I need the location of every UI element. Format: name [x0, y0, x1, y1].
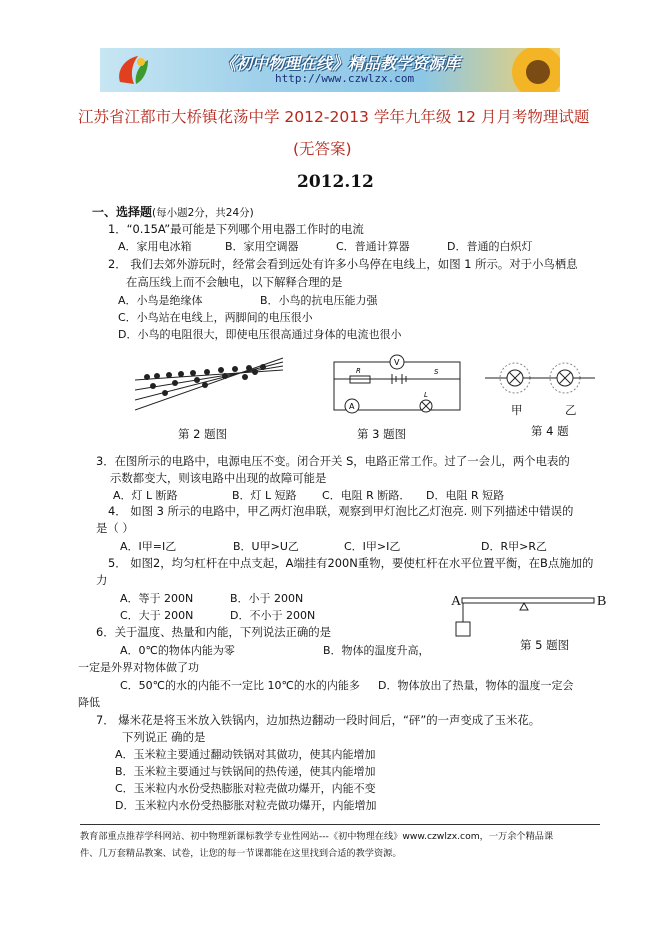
q6-option-b-cont: 一定是外界对物体做了功 — [78, 661, 199, 674]
q3-stem-line1: 3．在图所示的电路中，电源电压不变。闭合开关 S，电路正常工作。过了一会儿，两个电表的 — [96, 454, 570, 468]
q4-option-d: D．R甲>R乙 — [481, 540, 547, 553]
q3-option-b: B．灯 L 短路 — [232, 489, 297, 502]
q7-option-c: C．玉米粒内水份受热膨胀对粒壳做功爆开，内能不变 — [115, 782, 376, 795]
q5-option-c: C．大于 200N — [120, 609, 194, 622]
q6-stem: 6．关于温度、热量和内能，下列说法正确的是 — [96, 625, 332, 639]
banner-url: http://www.czwlzx.com — [275, 72, 415, 85]
q4-stem-line2: 是（ ） — [96, 521, 134, 535]
q2-option-a: A．小鸟是绝缘体 — [118, 294, 203, 307]
q2-stem-line1: 2． 我们去郊外游玩时，经常会看到远处有许多小鸟停在电线上，如图 1 所示。对于小鸟栖息 — [108, 257, 578, 271]
q6-option-a: A．0℃的物体内能为零 — [120, 644, 235, 657]
birds-on-wires-figure — [135, 352, 285, 412]
q5-stem-line2: 力 — [96, 573, 108, 587]
fig3-caption: 第 3 题图 — [357, 427, 407, 441]
q3-option-d: D．电阻 R 短路 — [426, 489, 505, 502]
q3-stem-line2: 示数都变大，则该电路中出现的故障可能是 — [110, 471, 327, 485]
footer-divider — [80, 824, 600, 825]
q4-stem-line1: 4． 如图 3 所示的电路中，甲乙两灯泡串联，观察到甲灯泡比乙灯泡亮. 则下列描述中错误的 — [108, 504, 574, 518]
q7-option-d: D．玉米粒内水份受热膨胀对粒壳做功爆开，内能增加 — [115, 799, 377, 812]
fig4-caption: 第 4 题 — [531, 424, 569, 438]
footer-line1: 教育部重点推荐学科网站、初中物理新课标教学专业性网站---《初中物理在线》www.czwlzx.com，一万余个精品课 — [80, 831, 554, 842]
resistor-label: R — [356, 367, 361, 375]
q2-stem-line2: 在高压线上而不会触电，以下解释合理的是 — [126, 275, 343, 289]
q2-option-b: B．小鸟的抗电压能力强 — [260, 294, 378, 307]
fig2-caption: 第 2 题图 — [178, 427, 228, 441]
footer-line2: 件、几万套精品教案、试卷，让您的每一节课都能在这里找到合适的教学资源。 — [80, 848, 402, 859]
q6-option-d-cont: 降低 — [78, 696, 100, 709]
q7-option-a: A．玉米粒主要通过翻动铁锅对其做功，使其内能增加 — [115, 748, 376, 761]
q7-option-b: B．玉米粒主要通过与铁锅间的热传递，使其内能增加 — [115, 765, 376, 778]
q2-option-d: D．小鸟的电阻很大，即使电压很高通过身体的电流也很小 — [118, 328, 402, 341]
q1-option-a: A．家用电冰箱 — [118, 240, 192, 253]
banner-title: 《初中物理在线》精品教学资源库 — [220, 54, 461, 73]
two-lamps-figure — [485, 360, 595, 400]
site-logo-icon — [114, 52, 152, 88]
circuit-figure — [330, 352, 465, 417]
q3-option-c: C．电阻 R 断路． — [322, 489, 411, 502]
fig5-caption: 第 5 题图 — [520, 638, 570, 652]
exam-title: 江苏省江都市大桥镇花荡中学 2012-2013 学年九年级 12 月月考物理试题 — [78, 108, 590, 126]
q6-option-d: D．物体放出了热量，物体的温度一定会 — [378, 679, 574, 692]
q6-option-c: C．50℃的水的内能不一定比 10℃的水的内能多 — [120, 679, 360, 692]
fig4-right-label: 乙 — [565, 403, 577, 417]
q4-option-c: C．I甲>I乙 — [344, 540, 401, 553]
q5-option-a: A．等于 200N — [120, 592, 194, 605]
q7-stem-line1: 7． 爆米花是将玉米放入铁锅内，边加热边翻动一段时间后，“砰”的一声变成了玉米花。 — [96, 713, 541, 727]
q6-option-b: B．物体的温度升高， — [323, 644, 430, 657]
lever-label-b: B — [597, 594, 607, 609]
q5-stem-line1: 5． 如图2，均匀杠杆在中点支起，A端挂有200N重物，要使杠杆在水平位置平衡，在B点施加的 — [108, 556, 594, 570]
exam-subtitle: (无答案) — [293, 140, 352, 158]
q5-option-d: D．不小于 200N — [230, 609, 316, 622]
switch-label: S — [434, 368, 439, 376]
q5-option-b: B．小于 200N — [230, 592, 304, 605]
exam-date: 2012.12 — [297, 172, 374, 192]
q4-option-a: A．I甲=I乙 — [120, 540, 177, 553]
lever-label-a: A — [451, 594, 462, 609]
q2-option-c: C．小鸟站在电线上，两脚间的电压很小 — [118, 311, 313, 324]
lamp-label: L — [424, 391, 428, 399]
q1-option-c: C．普通计算器 — [336, 240, 410, 253]
ammeter-label: A — [349, 402, 355, 411]
fig4-left-label: 甲 — [511, 403, 523, 417]
section-heading — [92, 203, 254, 220]
q1-stem: 1．“0.15A”最可能是下列哪个用电器工作时的电流 — [108, 222, 364, 236]
section-title: 一、选择题 — [92, 205, 153, 219]
q4-option-b: B．U甲>U乙 — [233, 540, 299, 553]
header-banner — [100, 48, 560, 92]
q1-option-b: B．家用空调器 — [225, 240, 299, 253]
section-note: (每小题2分，共24分) — [152, 207, 254, 219]
voltmeter-label: V — [394, 358, 400, 367]
sunflower-icon — [498, 48, 560, 92]
q3-option-a: A．灯 L 断路 — [113, 489, 178, 502]
q7-stem-line2: 下列说正 确的是 — [122, 730, 206, 744]
q1-option-d: D．普通的白炽灯 — [447, 240, 533, 253]
